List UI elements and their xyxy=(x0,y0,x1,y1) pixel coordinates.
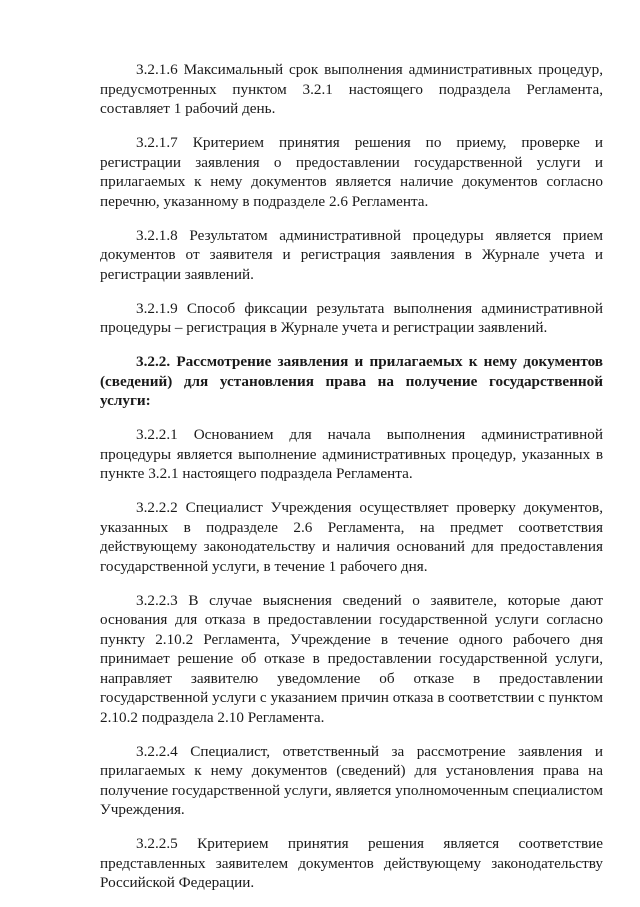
section-heading-3-2-2: 3.2.2. Рассмотрение заявления и прилагаемых к нему документов (сведений) для установления права на получение государственной услуги: xyxy=(100,353,603,409)
paragraph-3-2-1-9: 3.2.1.9 Способ фиксации результата выполнения административной процедуры – регистрация в Журнале учета и регистрации заявлений. xyxy=(100,299,603,336)
document-body xyxy=(100,60,603,907)
paragraph-3-2-1-6: 3.2.1.6 Максимальный срок выполнения административных процедур, предусмотренных пунктом 3.2.1 настоящего подраздела Регламента, составляет 1 рабочий день. xyxy=(100,61,603,117)
paragraph-3-2-2-4: 3.2.2.4 Специалист, ответственный за рассмотрение заявления и прилагаемых к нему документов (сведений) для установления права на получение государственной услуги, является уполномоченным специалистом Учреждения. xyxy=(100,742,603,818)
paragraph-3-2-2-5: 3.2.2.5 Критерием принятия решения является соответствие представленных заявителем документов действующему законодательству Российской Федерации. xyxy=(100,835,603,891)
paragraph-3-2-2-3: 3.2.2.3 В случае выяснения сведений о заявителе, которые дают основания для отказа в предоставлении государственной услуги согласно пункту 2.10.2 Регламента, Учреждение в течение одного рабочего дня принимает решение об отказе в предоставлении государственной услуги, направляет заявителю уведомление об отказе в предоставлении государственной услуги с указанием причин отказа в соответствии с пунктом 2.10.2 подраздела 2.10 Регламента. xyxy=(100,591,603,726)
paragraph-3-2-1-7: 3.2.1.7 Критерием принятия решения по приему, проверке и регистрации заявления о предоставлении государственной услуги и прилагаемых к нему документов является наличие документов согласно перечню, указанному в подразделе 2.6 Регламента. xyxy=(100,134,603,210)
paragraph-3-2-1-8: 3.2.1.8 Результатом административной процедуры является прием документов от заявителя и регистрация заявления в Журнале учета и регистрации заявлений. xyxy=(100,226,603,283)
paragraph-3-2-2-2: 3.2.2.2 Специалист Учреждения осуществляет проверку документов, указанных в подразделе 2.6 Регламента, на предмет соответствия действующему законодательству и наличия оснований для предоставления государственной услуги, в течение 1 рабочего дня. xyxy=(100,499,603,575)
paragraph-3-2-2-1: 3.2.2.1 Основанием для начала выполнения административной процедуры является выполнение административных процедур, указанных в пункте 3.2.1 настоящего подраздела Регламента. xyxy=(100,426,603,482)
